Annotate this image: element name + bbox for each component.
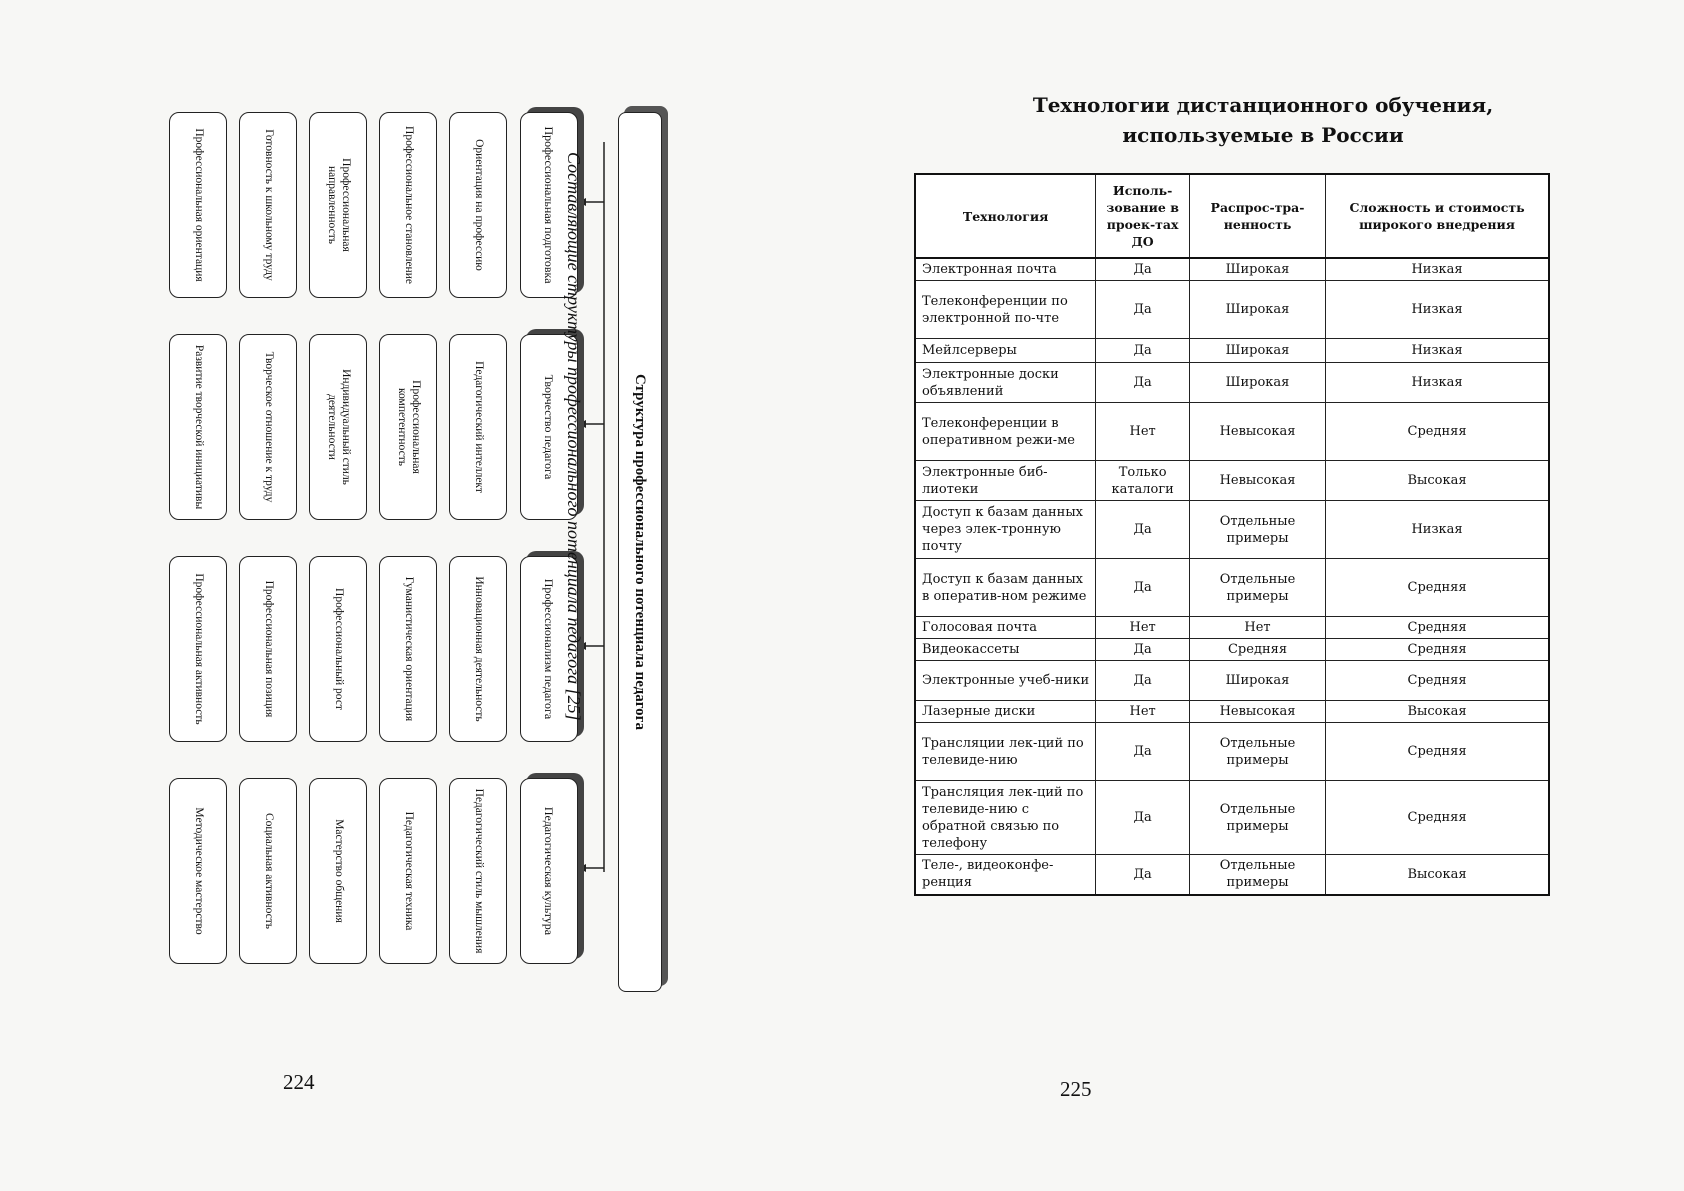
cell-complexity: Низкая xyxy=(1326,281,1549,339)
table-row xyxy=(915,559,1549,617)
diagram-item-box: Готовность к школьному труду xyxy=(239,112,297,298)
diagram-item-box: Педагогическая техника xyxy=(379,778,437,964)
cell-technology: Электронные доски объявлений xyxy=(915,363,1096,403)
diagram-item-box: Профессиональная активность xyxy=(169,556,227,742)
cell-usage: Да xyxy=(1096,661,1190,701)
diagram-item-box: Инновационная деятельность xyxy=(449,556,507,742)
cell-technology: Электронная почта xyxy=(915,258,1096,281)
header-complexity-cost: Сложность и стоимость широкого внедрения xyxy=(1326,174,1549,258)
diagram-item-box: Профессиональная позиция xyxy=(239,556,297,742)
header-usage: Исполь-зование в проек-тах ДО xyxy=(1096,174,1190,258)
cell-usage: Да xyxy=(1096,258,1190,281)
table-row xyxy=(915,258,1549,281)
cell-prevalence: Невысокая xyxy=(1189,403,1325,461)
distance-learning-technologies-table xyxy=(914,173,1550,896)
cell-prevalence: Отдельные примеры xyxy=(1189,781,1325,855)
cell-technology: Доступ к базам данных в оператив-ном режиме xyxy=(915,559,1096,617)
cell-technology: Видеокассеты xyxy=(915,639,1096,661)
diagram-item-box: Мастерство общения xyxy=(309,778,367,964)
diagram-head-box: Профессионализм педагога xyxy=(520,556,578,742)
cell-prevalence: Широкая xyxy=(1189,339,1325,363)
cell-complexity: Низкая xyxy=(1326,339,1549,363)
cell-technology: Мейлсерверы xyxy=(915,339,1096,363)
cell-complexity: Средняя xyxy=(1326,639,1549,661)
cell-usage: Да xyxy=(1096,723,1190,781)
diagram-item-box: Профессиональная направленность xyxy=(309,112,367,298)
cell-technology: Электронные биб-лиотеки xyxy=(915,461,1096,501)
cell-complexity: Средняя xyxy=(1326,723,1549,781)
table-row xyxy=(915,701,1549,723)
diagram-item-box: Профессиональное становление xyxy=(379,112,437,298)
diagram-item-box: Развитие творческой инициативы xyxy=(169,334,227,520)
cell-complexity: Высокая xyxy=(1326,701,1549,723)
cell-technology: Телеконференции по электронной по-чте xyxy=(915,281,1096,339)
cell-usage: Да xyxy=(1096,339,1190,363)
header-technology: Технология xyxy=(915,174,1096,258)
cell-prevalence: Отдельные примеры xyxy=(1189,501,1325,559)
cell-complexity: Низкая xyxy=(1326,363,1549,403)
cell-complexity: Средняя xyxy=(1326,661,1549,701)
diagram-item-box: Профессиональный рост xyxy=(309,556,367,742)
diagram-item-box: Ориентация на профессию xyxy=(449,112,507,298)
right-page xyxy=(842,0,1684,1191)
table-row xyxy=(915,723,1549,781)
cell-usage: Да xyxy=(1096,855,1190,895)
diagram-root-box: Структура профессионального потенциала педагога xyxy=(618,112,662,992)
cell-technology: Трансляция лек-ций по телевиде-нию с обратной связью по телефону xyxy=(915,781,1096,855)
diagram-item-box: Индивидуальный стиль деятельности xyxy=(309,334,367,520)
cell-usage: Нет xyxy=(1096,701,1190,723)
cell-complexity: Средняя xyxy=(1326,559,1549,617)
table-row xyxy=(915,661,1549,701)
cell-complexity: Средняя xyxy=(1326,617,1549,639)
cell-usage: Да xyxy=(1096,501,1190,559)
diagram-item-box: Социальная активность xyxy=(239,778,297,964)
table-title xyxy=(842,90,1684,150)
diagram-item-box: Гуманистическая ориентация xyxy=(379,556,437,742)
cell-prevalence: Широкая xyxy=(1189,258,1325,281)
table-row xyxy=(915,617,1549,639)
diagram-caption: Составляющие структуры профессионального потенциала педагога [25] xyxy=(564,152,585,721)
cell-technology: Телеконференции в оперативном режи-ме xyxy=(915,403,1096,461)
cell-usage: Только каталоги xyxy=(1096,461,1190,501)
cell-complexity: Средняя xyxy=(1326,403,1549,461)
table-row xyxy=(915,501,1549,559)
cell-prevalence: Нет xyxy=(1189,617,1325,639)
cell-prevalence: Широкая xyxy=(1189,363,1325,403)
diagram-head-box: Педагогическая культура xyxy=(520,778,578,964)
page-number-left: 224 xyxy=(283,1070,315,1094)
table-row xyxy=(915,339,1549,363)
cell-prevalence: Невысокая xyxy=(1189,701,1325,723)
cell-complexity: Низкая xyxy=(1326,258,1549,281)
cell-prevalence: Невысокая xyxy=(1189,461,1325,501)
table-title-line-2: используемые в России xyxy=(1122,123,1404,147)
cell-complexity: Низкая xyxy=(1326,501,1549,559)
cell-technology: Теле-, видеоконфе-ренция xyxy=(915,855,1096,895)
cell-technology: Голосовая почта xyxy=(915,617,1096,639)
cell-complexity: Средняя xyxy=(1326,781,1549,855)
cell-prevalence: Широкая xyxy=(1189,661,1325,701)
cell-usage: Нет xyxy=(1096,617,1190,639)
diagram-item-box: Профессиональная компетентность xyxy=(379,334,437,520)
cell-usage: Да xyxy=(1096,639,1190,661)
cell-technology: Доступ к базам данных через элек-тронную почту xyxy=(915,501,1096,559)
cell-usage: Нет xyxy=(1096,403,1190,461)
diagram-head-box: Творчество педагога xyxy=(520,334,578,520)
page-number-right: 225 xyxy=(1060,1077,1092,1101)
cell-usage: Да xyxy=(1096,363,1190,403)
cell-prevalence: Отдельные примеры xyxy=(1189,559,1325,617)
cell-complexity: Высокая xyxy=(1326,461,1549,501)
cell-technology: Электронные учеб-ники xyxy=(915,661,1096,701)
header-prevalence: Распрос-тра-ненность xyxy=(1189,174,1325,258)
cell-prevalence: Средняя xyxy=(1189,639,1325,661)
table-header-row xyxy=(915,174,1549,258)
table-row xyxy=(915,781,1549,855)
diagram-head-box: Профессиональная подготовка xyxy=(520,112,578,298)
diagram-item-box: Педагогический стиль мышления xyxy=(449,778,507,964)
cell-prevalence: Широкая xyxy=(1189,281,1325,339)
table-row xyxy=(915,855,1549,895)
cell-usage: Да xyxy=(1096,559,1190,617)
connector-arrow xyxy=(578,864,586,872)
diagram-item-box: Творческое отношение к труду xyxy=(239,334,297,520)
cell-usage: Да xyxy=(1096,781,1190,855)
cell-prevalence: Отдельные примеры xyxy=(1189,855,1325,895)
table-row xyxy=(915,461,1549,501)
table-title-line-1: Технологии дистанционного обучения, xyxy=(1032,93,1494,117)
cell-prevalence: Отдельные примеры xyxy=(1189,723,1325,781)
diagram-item-box: Методическое мастерство xyxy=(169,778,227,964)
table-row xyxy=(915,363,1549,403)
table-row xyxy=(915,403,1549,461)
diagram-item-box: Профессиональная ориентация xyxy=(169,112,227,298)
diagram-item-box: Педагогический интеллект xyxy=(449,334,507,520)
table-row xyxy=(915,281,1549,339)
table-row xyxy=(915,639,1549,661)
cell-complexity: Высокая xyxy=(1326,855,1549,895)
cell-technology: Трансляции лек-ций по телевиде-нию xyxy=(915,723,1096,781)
cell-usage: Да xyxy=(1096,281,1190,339)
cell-technology: Лазерные диски xyxy=(915,701,1096,723)
